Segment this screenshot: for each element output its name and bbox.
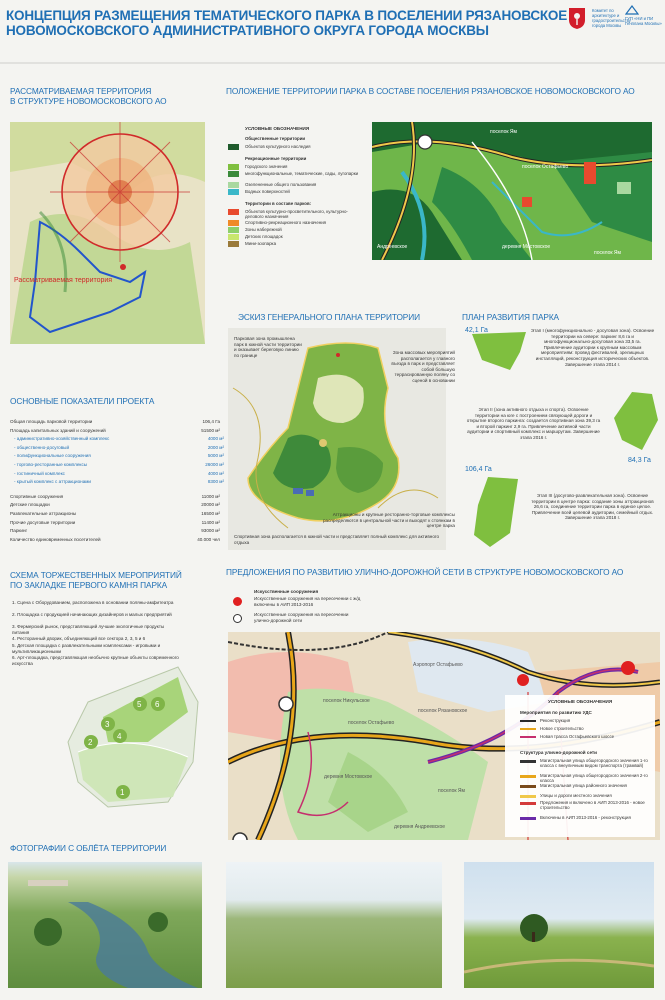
indicator-row [10, 510, 220, 517]
river-photo-drawing [8, 862, 202, 988]
phase3-shape [470, 475, 522, 550]
road-legend-line [520, 760, 536, 763]
ceremony-num-2: 2 [88, 738, 93, 747]
road-legend-label: Реконструкция [540, 718, 571, 723]
roads-legend-sub2: Структура улично-дорожной сети [520, 750, 598, 755]
header [0, 0, 665, 64]
position-legend-label: Городского значения [245, 164, 288, 169]
plan-phase1-text: Этап I (многофункционально - досуговая зона). Освоение территории на севере: паркинг 8,6 га и многофункционально-досуговая зона 33,5 га. Привлечение аудитории к крупным массовым мероприятиям: провед фестивалей, зрелищных инсталляций, реконструкция исторических объектов. Завершение этапа 2014 г. [530, 328, 655, 367]
ceremony-title-line2: ПО ЗАКЛАДКЕ ПЕРВОГО КАМНЯ ПАРКА [10, 580, 168, 590]
indicator-label: - гостиничный комплекс [14, 470, 65, 476]
park-position-map [372, 122, 652, 260]
indicator-row [10, 527, 220, 534]
indicator-value: 2000 м² [207, 444, 224, 450]
ceremony-num-1: 1 [120, 788, 125, 797]
position-legend-label: Озелененные общего пользования [245, 182, 317, 187]
road-legend-label: Новая трасса Остафьевского шоссе [540, 734, 615, 739]
position-label-ostafyevo: поселок Остафьево [522, 164, 569, 170]
photos-title: ФОТОГРАФИИ С ОБЛЁТА ТЕРРИТОРИИ [10, 843, 167, 853]
indicator-label: - общественно-досуговый [14, 444, 70, 450]
indicator-row [10, 452, 224, 459]
indicator-value: 51500 м² [201, 427, 220, 433]
position-legend-swatch [228, 144, 239, 150]
indicator-row [10, 444, 224, 451]
plan-title: ПЛАН РАЗВИТИЯ ПАРКА [462, 312, 559, 322]
indicator-label: - административно-хозяйственный комплекс [14, 436, 110, 442]
roads-title: ПРЕДЛОЖЕНИЯ ПО РАЗВИТИЮ УЛИЧНО-ДОРОЖНОЙ СЕТИ В СТРУКТУРЕ НОВОМОСКОВСКОГО АО [226, 567, 624, 577]
indicator-label: Развлекательные аттракционы [10, 511, 77, 516]
indicator-value: 93000 м² [201, 528, 220, 534]
roads-label-andreevskoe: деревня Андреевское [394, 824, 446, 830]
roads-legend-sub1: Мероприятия по развитию УДС [520, 710, 592, 715]
roads-top-legend-2: Искусственные сооружения на пересечении улично-дорожной сети [254, 612, 349, 623]
org-genplan: ГУП «НИ и ПИ Генплана Москвы» [625, 16, 662, 26]
aerial-photo-meadow [464, 862, 654, 988]
indicator-label: - полифункциональные сооружения [14, 453, 91, 459]
position-label-yam-2: поселок Ям [594, 250, 621, 256]
position-legend-label: многофункциональные, тематические, сады, лугопарки [245, 171, 359, 176]
indicator-value: 20000 м² [201, 502, 220, 508]
ceremony-item: 3. Фермерский рынок, представляющий лучшие экологичные продукты питания [12, 624, 165, 635]
roads-label-ryazanovskoe: поселок Рязановское [418, 708, 468, 714]
road-legend-label: Магистральная улица общегородского значения 1-го класса с внеуличным видом транспорта (трамвай) [540, 758, 648, 768]
territory-title-line2: В СТРУКТУРЕ НОВОМОСКОВСКОГО АО [10, 96, 167, 106]
position-legend-swatch [228, 164, 239, 170]
moscow-coat-of-arms-icon [567, 6, 587, 30]
ceremony-item: 4. Ресторанный дворик, объединяющий все сектора 2, 3, 5 и 6 [12, 636, 146, 641]
ceremony-num-5: 5 [137, 700, 142, 709]
plan-phase3-text: Этап III (досугово-развлекательная зона). Освоение территории в центре парка: создание зоны аттракционов 26,6 га, соединение территории парка в единое целое. Привлечение всей целевой аудитории, семейный отдых. Завершение этапа 2018 г. [531, 493, 654, 521]
road-legend-label: Новое строительство [540, 726, 584, 731]
road-legend-line [520, 802, 536, 805]
roads-label-yam: поселок Ям [438, 788, 465, 794]
position-legend-label: Объектов культурно-просветительного, культурно-делового назначения [245, 209, 348, 219]
ceremony-num-3: 3 [105, 720, 110, 729]
poster-title [6, 8, 567, 38]
road-legend-label: Предложения и включено в АИП 2013-2016 - новое строительство [540, 800, 645, 810]
indicator-row [10, 435, 224, 442]
roads-label-nikulskoe: поселок Никульское [323, 698, 370, 704]
road-legend-line [520, 736, 536, 738]
position-legend-swatch [228, 227, 239, 233]
ceremony-scheme [48, 662, 208, 812]
road-legend-label: Магистральная улица общегородского значения 2-го класса [540, 773, 648, 783]
position-label-andreevskoe: Андреевское [377, 244, 408, 250]
roads-top-legend-title: Искусственные сооружения [254, 589, 319, 594]
position-label-mostovskoe: деревня Мостовское [502, 244, 551, 250]
road-legend-label: Магистральная улица районного значения [540, 783, 627, 788]
road-legend-line [520, 720, 536, 722]
position-title: ПОЛОЖЕНИЕ ТЕРРИТОРИИ ПАРКА В СОСТАВЕ ПОСЕЛЕНИЯ РЯЗАНОВСКОЕ НОВОМОСКОВСКОГО АО [226, 86, 635, 96]
aerial-photo-river [8, 862, 202, 988]
plan-phase2-text: Этап II (зона активного отдыха и спорта). Освоение территории на юге с построением связующей дороги и открытие второго паркинга: создается спортивная зона 39,3 га и второй паркинг 2,9 га. Привлечение активной части аудитории и спортивный комплекс и маршрутам. Завершение этапа 2016 г. [466, 407, 601, 440]
sketch-note-topright: Зона массовых мероприятий располагается у главного въезда в парк и представляет собой большую террасированную поляну со сценой в основании [391, 350, 455, 383]
roads-top-legend-1: Искусственные сооружения на пересечении с ж/д включены в АИП 2013-2016 [254, 596, 361, 607]
indicator-value: 4000 м² [207, 470, 224, 476]
indicator-value: 11400 м² [201, 519, 220, 525]
indicator-value: 40.000 чел [197, 536, 220, 542]
ceremony-num-6: 6 [155, 700, 160, 709]
position-legend-group-title: Общественные территории [245, 136, 306, 141]
position-legend-label: Зоны набережной [245, 227, 282, 232]
position-legend-label: Спортивно-рекреационного назначения [245, 220, 327, 225]
sketch-note-bottomleft: Спортивная зона располагается в южной части и представляет полный комплекс для активного отдыха [234, 534, 440, 545]
road-legend-label: Улицы и дороги местного значения [540, 793, 612, 798]
indicator-value: 26000 м² [205, 462, 224, 467]
indicator-label: Спортивные сооружения [10, 493, 64, 499]
indicator-value: 4000 м² [207, 436, 224, 442]
ceremony-item: 2. Площадка с продукцией начинающих дизайнеров и малых предприятий [12, 612, 172, 617]
territory-title [10, 86, 167, 106]
indicator-value: 106,4 Га [202, 419, 220, 424]
indicator-label: Общая площадь парковой территории [10, 419, 93, 424]
road-legend-line [520, 785, 536, 788]
indicator-value: 11000 м² [201, 493, 220, 499]
indicator-value: 16500 м² [201, 511, 220, 516]
indicator-row [10, 427, 220, 434]
ceremony-title-line1: СХЕМА ТОРЖЕСТВЕННЫХ МЕРОПРИЯТИЙ [10, 570, 182, 580]
novomoskovsky-region-map [10, 122, 205, 344]
org-committee: Комитет по архитектуре и градостроительству города Москвы [592, 8, 631, 28]
territory-title-line1: РАССМАТРИВАЕМАЯ ТЕРРИТОРИЯ [10, 86, 152, 96]
indicator-row [10, 493, 220, 500]
plan-area-phase1: 42,1 Га [465, 327, 488, 334]
ceremony-num-4: 4 [117, 732, 122, 741]
position-legend-label: Водных поверхностей [245, 189, 290, 194]
indicators-title: ОСНОВНЫЕ ПОКАЗАТЕЛИ ПРОЕКТА [10, 396, 155, 406]
indicator-row [10, 470, 224, 477]
indicator-row [10, 461, 224, 468]
indicator-row [10, 536, 220, 543]
sketch-note-topleft: Парковая зона промышлена парк в южной части территории и оказывает береговую линию по границе [234, 336, 302, 358]
phase2-shape [612, 390, 660, 452]
meadow-photo-drawing [464, 862, 654, 988]
road-crossing-icon [233, 614, 242, 623]
sketch-note-bottom: Аттракционы и крупные ресторанно-торговые комплексы распределяются в центральной части и выходят к стоянкам в центре парка [323, 512, 455, 528]
road-legend-line [520, 728, 536, 730]
indicator-row [10, 418, 220, 425]
position-legend-group-title: Территории в составе парков: [245, 201, 312, 206]
sketch-title: ЭСКИЗ ГЕНЕРАЛЬНОГО ПЛАНА ТЕРРИТОРИИ [238, 312, 420, 322]
indicator-row [10, 519, 220, 526]
indicator-value: 5000 м² [207, 453, 224, 459]
railway-crossing-icon [233, 597, 242, 606]
phase1-shape [470, 330, 528, 372]
position-legend-label: Мини-зоопарка [245, 241, 277, 246]
aerial-photo-field [226, 862, 442, 988]
indicator-label: Детские площадки [10, 502, 50, 508]
position-legend-swatch [228, 171, 239, 177]
ceremony-item: 6. Арт-площадка, представляющая необычно крупные объекты современного искусства [12, 655, 179, 666]
road-legend-line [520, 795, 536, 798]
indicator-value: 8300 м² [207, 479, 224, 485]
indicator-label: Площадь капитальных зданий и сооружений [10, 427, 106, 433]
ceremony-item: 5. Детская площадка с развлекательными комплексами - игровыми и мультипликационными [12, 643, 161, 654]
position-legend-group-title: Рекреационные территории [245, 156, 307, 161]
indicator-label: Прочие досуговые территории [10, 519, 76, 525]
position-legend-swatch [228, 241, 239, 247]
position-label-yam-1: поселок Ям [490, 129, 517, 135]
ceremony-title [10, 570, 182, 590]
indicator-label: - торгово-ресторанные комплексы [14, 462, 88, 467]
position-legend-title: УСЛОВНЫЕ ОБОЗНАЧЕНИЯ [245, 126, 310, 131]
territory-map-label: Рассматриваемая территория [14, 277, 113, 284]
plan-area-phase3: 106,4 Га [465, 466, 492, 473]
roads-label-ostafyevo: поселок Остафьево [348, 720, 395, 726]
roads-label-mostovskoe: деревня Мостовское [324, 774, 373, 780]
ceremony-item: 1. Сцена с Оборудованием, расположена в основании поляны-амфитеатра [12, 600, 174, 605]
poster-title-line1: КОНЦЕПЦИЯ РАЗМЕЩЕНИЯ ТЕМАТИЧЕСКОГО ПАРКА В ПОСЕЛЕНИИ РЯЗАНОВСКОЕ [6, 8, 568, 23]
indicator-row [10, 501, 220, 508]
poster-title-line2: НОВОМОСКОВСКОГО АДМИНИСТРАТИВНОГО ОКРУГА ГОРОДА МОСКВЫ [6, 23, 489, 38]
roads-legend-title: УСЛОВНЫЕ ОБОЗНАЧЕНИЯ [548, 699, 613, 704]
indicator-label: Паркинг [10, 528, 28, 534]
position-legend-swatch [228, 182, 239, 188]
road-legend-label: Включены в АИП 2013-2016 - реконструкция [540, 815, 631, 820]
position-legend-label: Детских площадок [245, 234, 283, 239]
plan-area-phase2: 84,3 Га [628, 457, 651, 464]
position-legend-swatch [228, 189, 239, 195]
position-legend-swatch [228, 234, 239, 240]
position-legend-swatch [228, 220, 239, 226]
position-legend-swatch [228, 209, 239, 215]
road-legend-line [520, 817, 536, 820]
indicator-row [10, 478, 224, 485]
indicator-label: - крытый комплекс с аттракционами [14, 479, 91, 485]
roads-label-airport: Аэропорт Остафьево [413, 662, 463, 668]
road-legend-line [520, 775, 536, 778]
genplan-logo-icon [625, 5, 639, 15]
position-legend-label: Объектов культурного наследия [245, 144, 311, 149]
indicator-label: Количество единовременных посетителей [10, 536, 101, 542]
